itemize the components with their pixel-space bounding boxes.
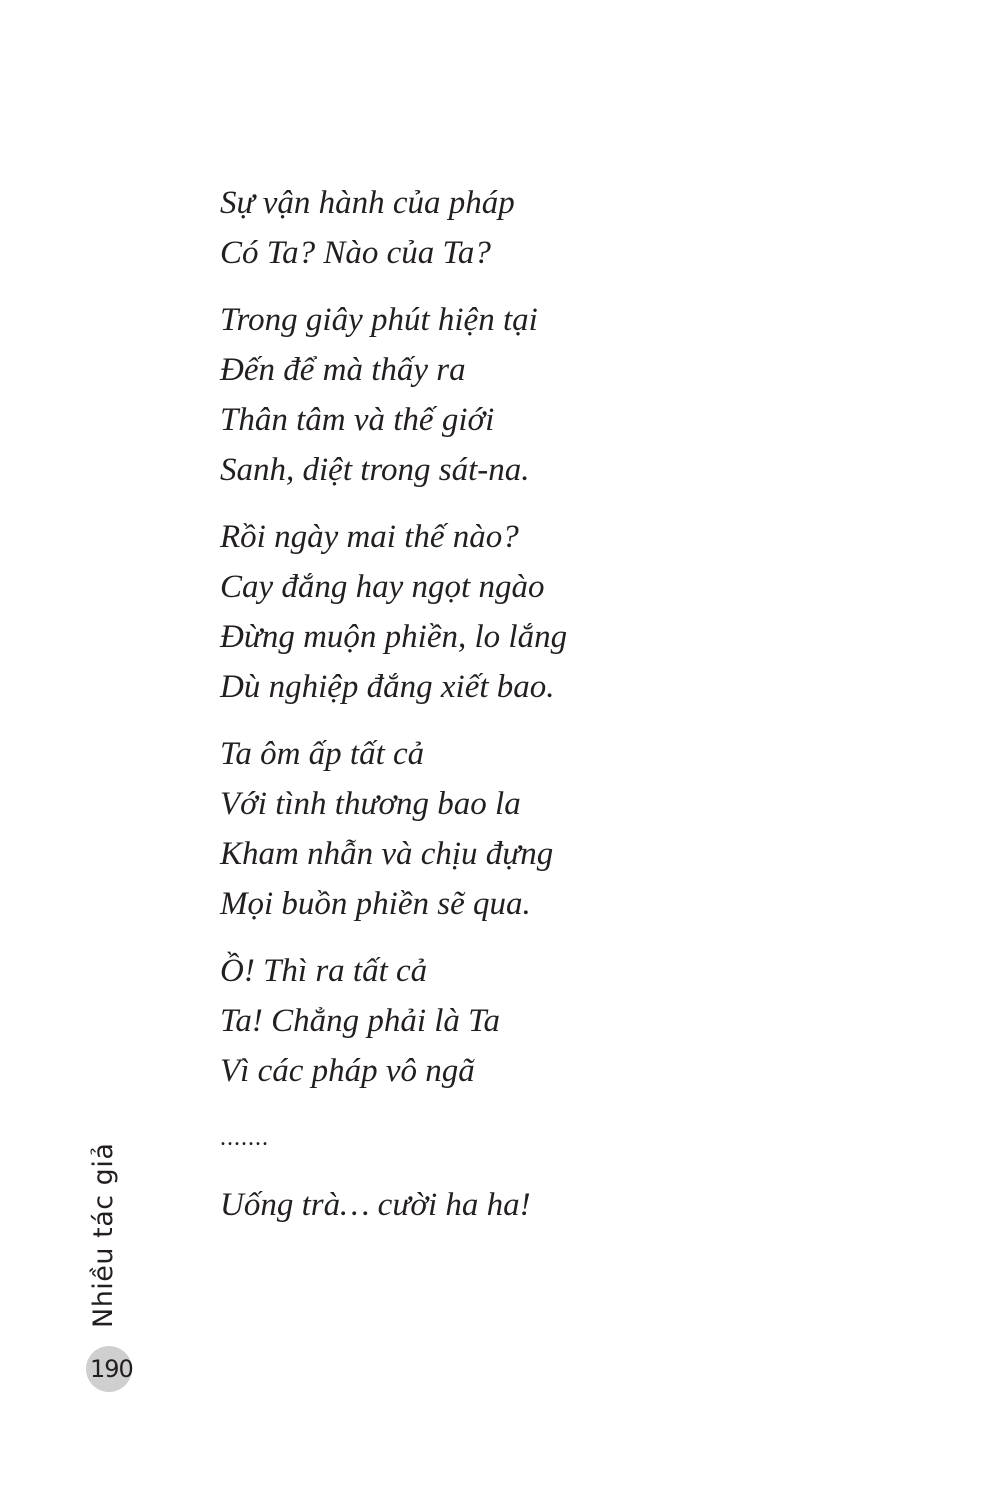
poem-line: Vì các pháp vô ngã xyxy=(220,1053,475,1089)
poem-line: Trong giây phút hiện tại xyxy=(220,302,538,338)
stanza-3 xyxy=(220,512,860,712)
poem-line: Có Ta? Nào của Ta? xyxy=(220,235,491,271)
poem-line: Ta ôm ấp tất cả xyxy=(220,736,425,772)
poem-line: Sanh, diệt trong sát-na. xyxy=(220,452,530,488)
poem-closing-line: Uống trà… cười ha ha! xyxy=(220,1187,531,1223)
poem-line: Với tình thương bao la xyxy=(220,786,521,822)
poem-line: Ồ! Thì ra tất cả xyxy=(220,953,428,989)
book-author-label: Nhiều tác giả xyxy=(88,1142,119,1328)
poem-line: Đến để mà thấy ra xyxy=(220,352,466,388)
poem-line: Sự vận hành của pháp xyxy=(220,185,515,221)
poem-line: Kham nhẫn và chịu đựng xyxy=(220,836,554,872)
poem-line: Mọi buồn phiền sẽ qua. xyxy=(220,886,531,922)
poem xyxy=(220,178,860,1230)
poem-line: Ta! Chẳng phải là Ta xyxy=(220,1003,500,1039)
poem-line: Thân tâm và thế giới xyxy=(220,402,495,438)
poem-ellipsis: ....... xyxy=(220,1125,269,1151)
stanza-4 xyxy=(220,729,860,929)
poem-line: Rồi ngày mai thế nào? xyxy=(220,519,519,555)
stanza-2 xyxy=(220,295,860,495)
poem-line: Đừng muộn phiền, lo lắng xyxy=(220,619,568,655)
stanza-5 xyxy=(220,946,860,1096)
stanza-1 xyxy=(220,178,860,278)
page-number: 190 xyxy=(90,1355,133,1383)
poem-line: Dù nghiệp đắng xiết bao. xyxy=(220,669,555,705)
poem-line: Cay đắng hay ngọt ngào xyxy=(220,569,545,605)
